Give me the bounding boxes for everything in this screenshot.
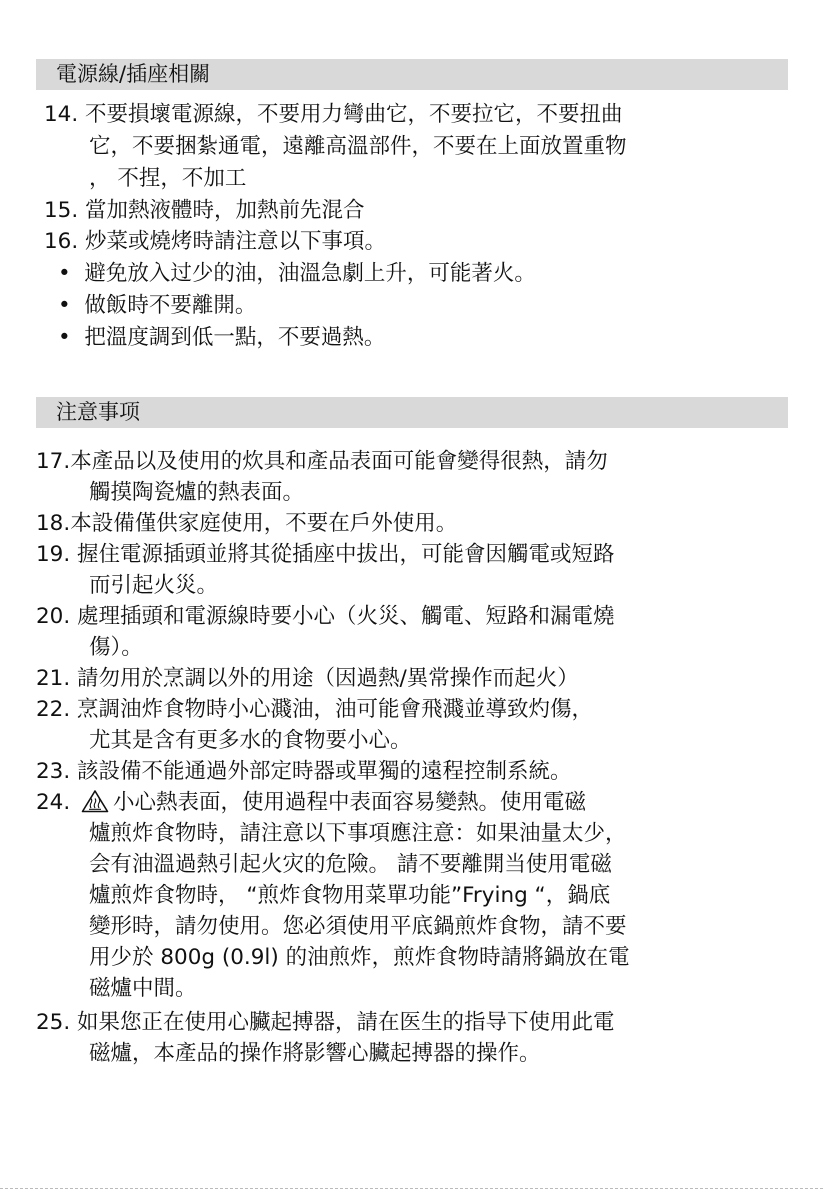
list-item-22 xyxy=(36,696,593,724)
item-text: 處理插頭和電源線時要小心（火災、觸電、短路和漏電燒 xyxy=(77,604,615,629)
list-item-22-line-2: 尤其是含有更多水的食物要小心。 xyxy=(89,728,412,753)
bullet-item xyxy=(58,260,536,288)
list-item-17-line-2: 觸摸陶瓷爐的熱表面。 xyxy=(89,480,305,505)
item-number: 16. xyxy=(44,229,79,254)
list-item-24-line-7: 磁爐中間。 xyxy=(89,976,197,1001)
item-text: 不要損壞電源線，不要用力彎曲它，不要拉它，不要扭曲 xyxy=(85,102,623,127)
list-item-19 xyxy=(36,541,615,569)
item-number: 20. xyxy=(36,604,71,629)
list-item-21 xyxy=(36,665,579,693)
list-item-18 xyxy=(36,510,457,538)
list-item-25 xyxy=(36,1009,615,1037)
list-item-24-line-5: 變形時，請勿使用。您必須使用平底鍋煎炸食物，請不要 xyxy=(89,914,627,939)
item-text: 如果您正在使用心臟起搏器，請在医生的指导下使用此電 xyxy=(77,1010,615,1035)
list-item-25-line-2: 磁爐，本產品的操作將影響心臟起搏器的操作。 xyxy=(89,1041,541,1066)
list-item-19-line-2: 而引起火災。 xyxy=(89,573,219,598)
item-text: 本設備僅供家庭使用，不要在戶外使用。 xyxy=(70,511,458,536)
item-text: 當加熱液體時，加熱前先混合 xyxy=(85,198,365,223)
item-text: 本產品以及使用的炊具和產品表面可能會變得很熱，請勿 xyxy=(70,449,608,474)
bullet-item xyxy=(58,292,256,320)
item-number: 23. xyxy=(36,759,71,784)
bullet-text: 避免放入过少的油，油溫急劇上升，可能著火。 xyxy=(84,261,536,286)
page-bottom-rule xyxy=(0,1188,823,1189)
section-title: 注意事项 xyxy=(56,400,140,424)
list-item-24-line-2: 爐煎炸食物時，請注意以下事項應注意：如果油量太少， xyxy=(89,821,627,846)
hot-surface-warning-icon xyxy=(81,789,109,813)
list-item-20-line-2: 傷）。 xyxy=(89,635,143,660)
item-number: 19. xyxy=(36,542,71,567)
bullet-item xyxy=(58,324,385,352)
section-title: 電源線/插座相關 xyxy=(56,62,211,86)
list-item-16 xyxy=(44,228,386,256)
bullet-dot-icon: • xyxy=(58,261,85,286)
item-text: 握住電源插頭並將其從插座中拔出，可能會因觸電或短路 xyxy=(77,542,615,567)
item-number: 14. xyxy=(44,102,79,127)
item-number: 15. xyxy=(44,198,79,223)
list-item-23 xyxy=(36,758,572,786)
bullet-dot-icon: • xyxy=(58,325,85,350)
item-number: 22. xyxy=(36,697,71,722)
item-number: 18. xyxy=(36,511,71,536)
section-header-power-cord xyxy=(36,59,788,90)
list-item-14-line-3: ， 不捏，不加工 xyxy=(89,166,247,191)
list-item-24-line-6: 用少於 800g (0.9l) 的油煎炸，煎炸食物時請將鍋放在電 xyxy=(89,945,630,970)
list-item-14 xyxy=(44,101,623,129)
item-text: 請勿用於烹調以外的用途（因過熱/異常操作而起火） xyxy=(77,666,579,691)
list-item-24-line-4: 爐煎炸食物時， “煎炸食物用菜單功能”Frying “，鍋底 xyxy=(89,883,611,908)
list-item-14-line-2: 它，不要捆紮通電，遠離高溫部件，不要在上面放置重物 xyxy=(89,134,627,159)
item-text: 小心熱表面，使用過程中表面容易變熱。使用電磁 xyxy=(113,790,587,815)
list-item-15 xyxy=(44,197,365,225)
item-number: 24. xyxy=(36,790,71,815)
section-header-precautions xyxy=(36,397,788,428)
item-text: 炒菜或燒烤時請注意以下事項。 xyxy=(85,229,387,254)
item-text: 該設備不能通過外部定時器或單獨的遠程控制系統。 xyxy=(77,759,572,784)
bullet-text: 把溫度調到低一點，不要過熱。 xyxy=(84,325,386,350)
list-item-20 xyxy=(36,603,615,631)
list-item-17 xyxy=(36,448,608,476)
item-number: 17. xyxy=(36,449,71,474)
item-text: 烹調油炸食物時小心濺油，油可能會飛濺並導致灼傷， xyxy=(77,697,594,722)
item-number: 25. xyxy=(36,1010,71,1035)
bullet-text: 做飯時不要離開。 xyxy=(84,293,257,318)
item-number: 21. xyxy=(36,666,71,691)
bullet-dot-icon: • xyxy=(58,293,85,318)
list-item-24 xyxy=(36,789,586,817)
list-item-24-line-3: 会有油溫過熱引起火灾的危險。 請不要離開当使用電磁 xyxy=(89,852,612,877)
